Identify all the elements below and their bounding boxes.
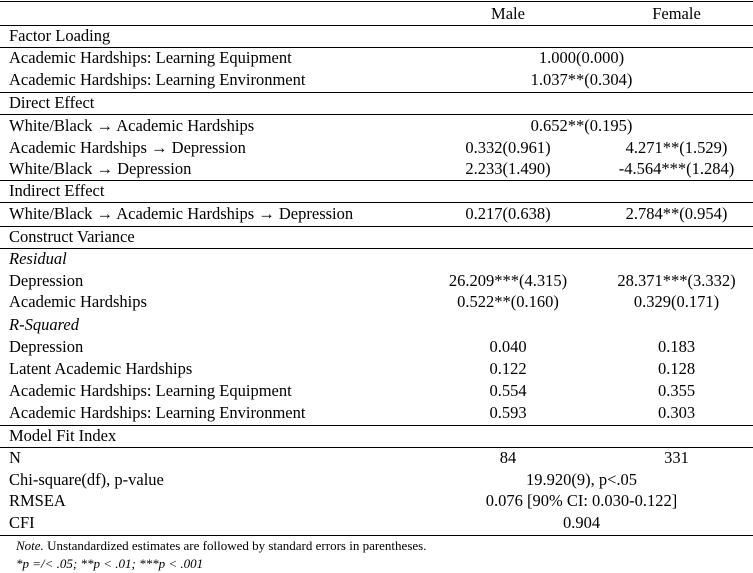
row-label: White/Black → Academic Hardships → Depression: [9, 204, 354, 223]
row-label: N: [9, 448, 21, 467]
row-value-male: 0.554: [489, 381, 527, 400]
row-value-female: 28.371***(3.332): [617, 271, 736, 290]
note-text: Unstandardized estimates are followed by standard errors in parentheses.: [43, 538, 427, 553]
row-value-male: 0.522**(0.160): [457, 292, 559, 311]
row-value-male: 0.593: [489, 403, 527, 422]
note-prefix: Note.: [16, 538, 44, 553]
section-rule: [0, 248, 753, 249]
row-label: Academic Hardships: Learning Equipment: [9, 381, 292, 400]
row-value-male: 0.217(0.638): [465, 204, 551, 223]
row-label: Academic Hardships: Learning Environment: [9, 403, 306, 422]
row-label: Academic Hardships → Depression: [9, 138, 246, 157]
row-label: Academic Hardships: Learning Environment: [9, 70, 306, 89]
row-value-female: 4.271**(1.529): [625, 138, 728, 157]
row-value-male: 26.209***(4.315): [448, 271, 568, 290]
header-rule: [0, 25, 753, 26]
section-rule: [0, 202, 753, 203]
row-label: Chi-square(df), p-value: [9, 470, 164, 489]
row-value-female: 0.303: [657, 403, 696, 422]
table-top-rule: [0, 1, 753, 2]
row-value: 0.904: [562, 513, 601, 532]
row-value-male: 0.332(0.961): [465, 138, 551, 157]
section-rule: [0, 180, 753, 181]
row-value-female: 0.183: [657, 337, 696, 356]
row-label: Academic Hardships: Learning Equipment: [9, 48, 292, 67]
row-label: Depression: [9, 337, 84, 356]
row-label: White/Black → Academic Hardships: [9, 116, 255, 135]
header-male: Male: [491, 4, 525, 23]
table-bottom-rule: [0, 535, 753, 536]
row-value-male: 0.122: [489, 359, 527, 378]
row-value-male: 84: [499, 448, 517, 467]
row-value-female: 2.784**(0.954): [625, 204, 728, 223]
row-label: Academic Hardships: [9, 292, 147, 311]
row-label: Depression: [9, 271, 84, 290]
row-value: 1.037**(0.304): [530, 70, 633, 89]
header-female: Female: [652, 4, 701, 23]
row-value-female: -4.564***(1.284): [618, 159, 735, 178]
row-value-female: 0.128: [657, 359, 696, 378]
row-value: 1.000(0.000): [538, 48, 625, 67]
row-label: CFI: [9, 513, 35, 532]
table-note: [16, 538, 426, 554]
row-value: 0.076 [90% CI: 0.030-0.122]: [485, 491, 678, 510]
row-label: Latent Academic Hardships: [9, 359, 193, 378]
row-value-female: 331: [664, 448, 689, 467]
row-value-female: 0.355: [657, 381, 696, 400]
row-label: RMSEA: [9, 491, 66, 510]
row-value-female: 0.329(0.171): [633, 292, 720, 311]
row-value-male: 2.233(1.490): [465, 159, 551, 178]
significance-note: *p =/< .05; **p < .01; ***p < .001: [16, 556, 204, 571]
row-label: White/Black → Depression: [9, 159, 192, 178]
row-value: 19.920(9), p<.05: [525, 470, 638, 489]
row-value: 0.652**(0.195): [530, 116, 633, 135]
row-value-male: 0.040: [489, 337, 527, 356]
section-rule: [0, 92, 753, 93]
section-rule: [0, 114, 753, 115]
